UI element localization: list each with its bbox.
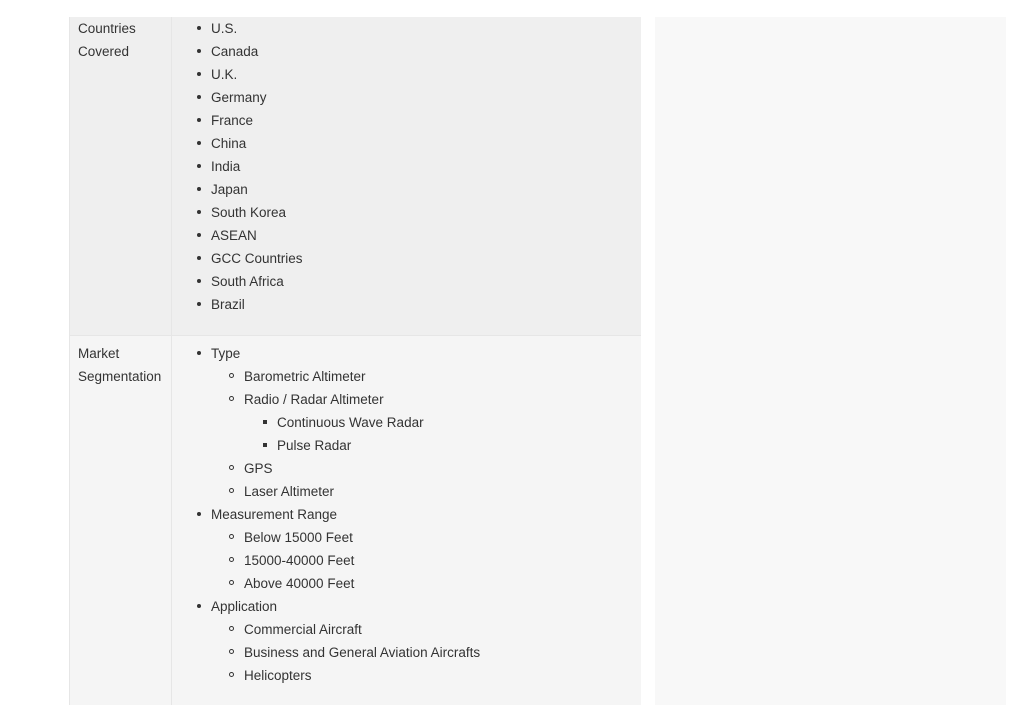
list-item-subsegment: Helicopters xyxy=(227,664,641,687)
list-item-subsegment: Laser Altimeter xyxy=(227,480,641,503)
left-gutter xyxy=(17,17,69,705)
list-item-application xyxy=(194,595,641,687)
list-item-country: South Korea xyxy=(194,201,641,224)
type-sublist xyxy=(227,365,641,503)
list-item-country: Brazil xyxy=(194,293,641,316)
list-item-country: U.S. xyxy=(194,17,641,40)
table-row-market-segmentation xyxy=(70,336,641,705)
list-item-type xyxy=(194,342,641,503)
list-item-subsegment: Business and General Aviation Aircrafts xyxy=(227,641,641,664)
list-item-subsegment: 15000-40000 Feet xyxy=(227,549,641,572)
measurement-range-sublist xyxy=(227,526,641,595)
countries-covered-value xyxy=(172,17,641,335)
radar-sublist xyxy=(260,411,641,457)
list-item-country: Canada xyxy=(194,40,641,63)
list-item-measurement-range xyxy=(194,503,641,595)
label-line: Market xyxy=(78,346,120,361)
list-item-country: U.K. xyxy=(194,63,641,86)
list-item-subsegment: Below 15000 Feet xyxy=(227,526,641,549)
list-item-country: India xyxy=(194,155,641,178)
list-item-country: South Africa xyxy=(194,270,641,293)
list-item-country: ASEAN xyxy=(194,224,641,247)
list-item-subsegment: Commercial Aircraft xyxy=(227,618,641,641)
label-line: Countries xyxy=(78,21,136,36)
subsegment-label: Radio / Radar Altimeter xyxy=(244,392,384,407)
application-sublist xyxy=(227,618,641,687)
label-line: Covered xyxy=(78,44,130,59)
list-item-country: Japan xyxy=(194,178,641,201)
list-item-radar: Continuous Wave Radar xyxy=(260,411,641,434)
list-item-subsegment: Above 40000 Feet xyxy=(227,572,641,595)
list-item-country: GCC Countries xyxy=(194,247,641,270)
list-item-country: China xyxy=(194,132,641,155)
list-item-subsegment: GPS xyxy=(227,457,641,480)
segment-label: Application xyxy=(211,599,278,614)
segment-label: Measurement Range xyxy=(211,507,338,522)
label-line: Segmentation xyxy=(78,369,162,384)
list-item-radar: Pulse Radar xyxy=(260,434,641,457)
segment-label: Type xyxy=(211,346,241,361)
report-scope-panel xyxy=(17,17,641,705)
countries-covered-label xyxy=(70,17,172,335)
segmentation-list xyxy=(194,342,641,687)
countries-list xyxy=(194,17,641,316)
market-segmentation-label xyxy=(70,336,172,705)
list-item-subsegment: Barometric Altimeter xyxy=(227,365,641,388)
list-item-country: France xyxy=(194,109,641,132)
list-item-subsegment xyxy=(227,388,641,457)
list-item-country: Germany xyxy=(194,86,641,109)
table-row-countries-covered xyxy=(70,17,641,336)
report-scope-table xyxy=(69,17,641,705)
market-segmentation-value xyxy=(172,336,641,705)
sidebar-panel xyxy=(655,17,1006,705)
